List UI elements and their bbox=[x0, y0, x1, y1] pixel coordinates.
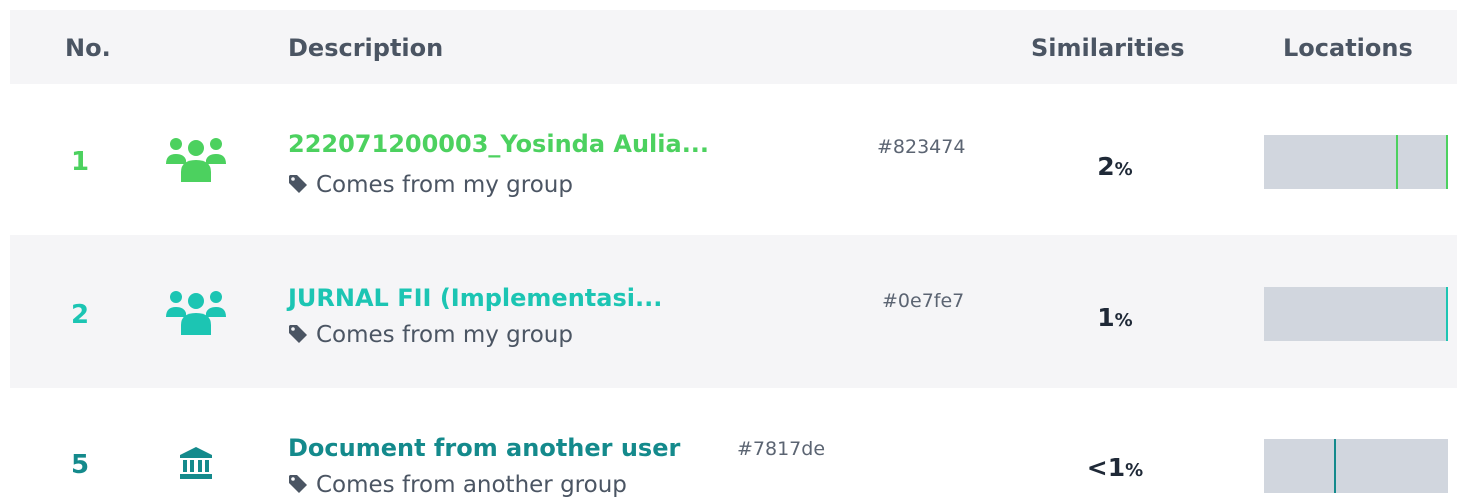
similarity-value: <1% bbox=[1086, 453, 1144, 482]
tag-icon bbox=[288, 474, 308, 494]
source-id: #0e7fe7 bbox=[882, 290, 965, 312]
source-origin: Comes from my group bbox=[288, 172, 573, 198]
institution-icon bbox=[179, 446, 213, 484]
column-header-no: No. bbox=[65, 34, 111, 62]
location-bar[interactable] bbox=[1264, 135, 1448, 189]
column-header-similarities: Similarities bbox=[1031, 34, 1185, 62]
similarity-value: 1% bbox=[1097, 303, 1133, 332]
column-header-description: Description bbox=[288, 34, 444, 62]
location-marker bbox=[1446, 135, 1448, 189]
table-header bbox=[10, 10, 1457, 84]
location-marker bbox=[1396, 135, 1398, 189]
tag-icon bbox=[288, 174, 308, 194]
row-number: 5 bbox=[70, 450, 90, 480]
row-number: 2 bbox=[70, 300, 90, 330]
source-origin: Comes from another group bbox=[288, 472, 627, 498]
row-number: 1 bbox=[70, 147, 90, 177]
tag-icon bbox=[288, 324, 308, 344]
similarity-value: 2% bbox=[1097, 152, 1133, 181]
source-title-link[interactable]: 222071200003_Yosinda Aulia... bbox=[288, 130, 710, 158]
source-title-link[interactable]: Document from another user bbox=[288, 434, 681, 462]
location-bar[interactable] bbox=[1264, 287, 1448, 341]
group-icon bbox=[165, 289, 227, 339]
location-marker bbox=[1334, 439, 1336, 493]
source-origin: Comes from my group bbox=[288, 322, 573, 348]
source-id: #823474 bbox=[877, 136, 966, 158]
row-band bbox=[10, 235, 1457, 388]
location-marker bbox=[1446, 287, 1448, 341]
column-header-locations: Locations bbox=[1283, 34, 1413, 62]
location-bar[interactable] bbox=[1264, 439, 1448, 493]
group-icon bbox=[165, 136, 227, 186]
source-id: #7817de bbox=[737, 438, 826, 460]
source-title-link[interactable]: JURNAL FII (Implementasi... bbox=[288, 284, 663, 312]
